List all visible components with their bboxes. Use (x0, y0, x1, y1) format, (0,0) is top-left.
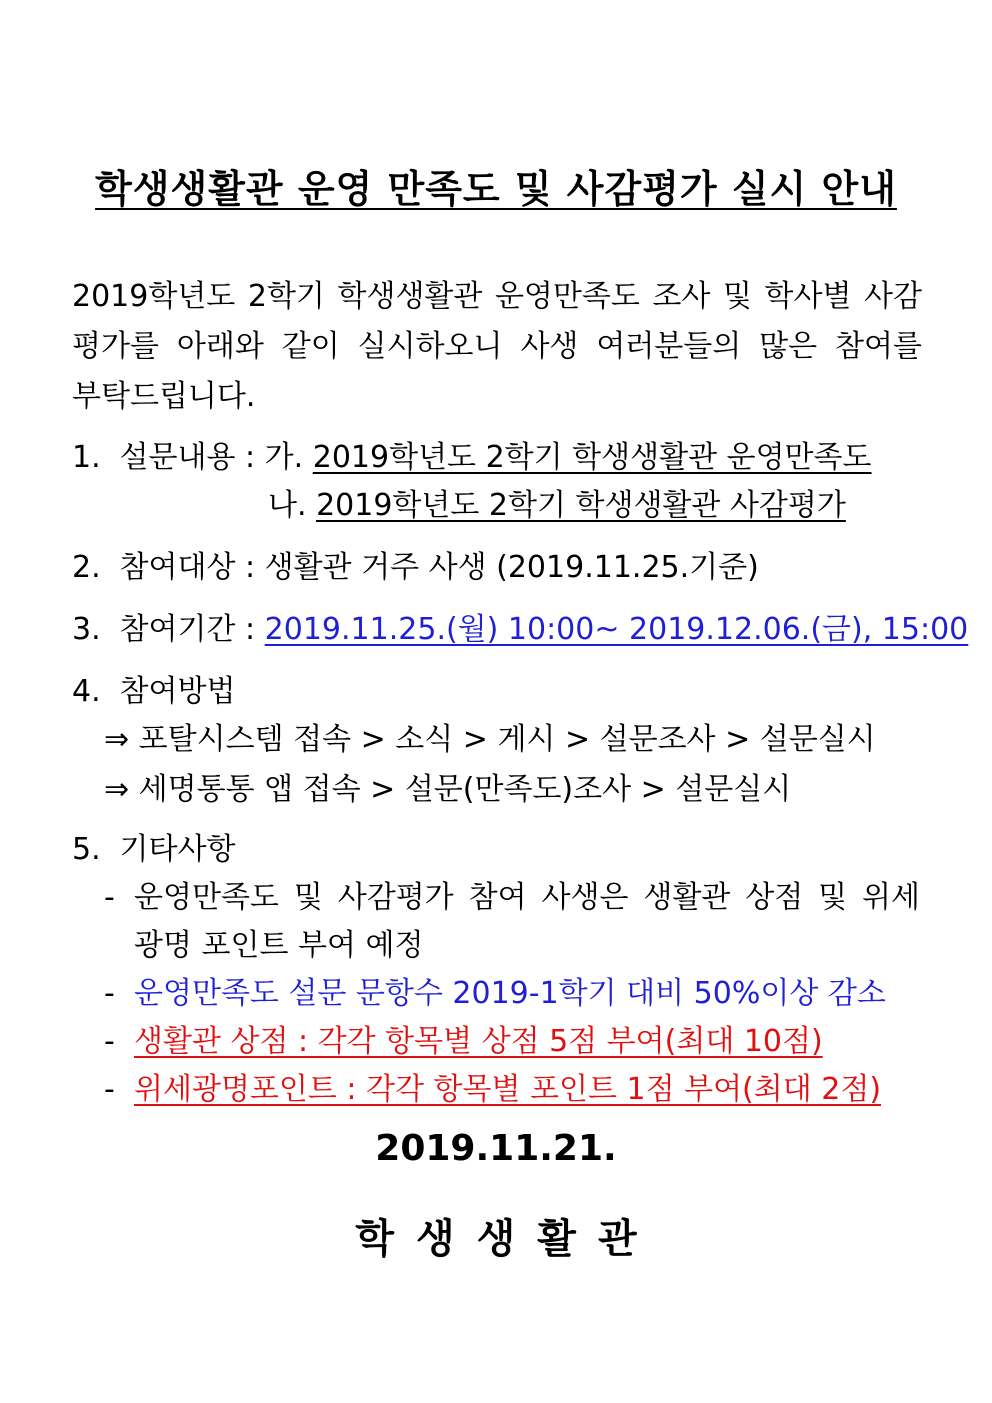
survey-number: 1. (72, 440, 101, 475)
intro-line-2: 평가를 아래와 같이 실시하오니 사생 여러분들의 많은 참여를 (72, 329, 922, 364)
method-label: 참여방법 (119, 674, 236, 709)
etc-number: 5. (72, 832, 101, 867)
intro-line-3: 부탁드립니다. (72, 379, 256, 414)
method-route-portal: ⇒ 포탈시스템 접속 > 소식 > 게시 > 설문조사 > 설문실시 (104, 722, 876, 757)
etc-note-4-dash: - (104, 1072, 115, 1107)
etc-item (72, 830, 235, 870)
notice-title (0, 158, 992, 213)
etc-label: 기타사항 (119, 832, 236, 867)
target-text: 생활관 거주 사생 (2019.11.25.기준) (264, 550, 759, 585)
period-label: 참여기간 : (119, 612, 256, 647)
method-item (72, 672, 235, 712)
intro-line-1: 2019학년도 2학기 학생생활관 운영만족도 조사 및 학사별 사감 (72, 279, 922, 314)
target-number: 2. (72, 550, 101, 585)
method-route-app: ⇒ 세명통통 앱 접속 > 설문(만족도)조사 > 설문실시 (104, 772, 792, 807)
etc-note-1-line-1: 운영만족도 및 사감평가 참여 사생은 생활관 상점 및 위세 (134, 880, 920, 915)
notice-date: 2019.11.21. (375, 1128, 617, 1169)
issuer-name: 학생생활관 (355, 1216, 659, 1262)
etc-note-3-text: 생활관 상점 : 각각 항목별 상점 5점 부여(최대 10점) (134, 1024, 823, 1059)
period-item (72, 610, 968, 650)
period-number: 3. (72, 612, 101, 647)
etc-note-2 (104, 974, 886, 1014)
period-text: 2019.11.25.(월) 10:00~ 2019.12.06.(금), 15:00 (264, 612, 969, 647)
etc-note-3-dash: - (104, 1024, 115, 1059)
survey-item-b (268, 486, 846, 526)
survey-label: 설문내용 : (119, 440, 256, 475)
intro-paragraph (72, 272, 922, 422)
survey-b-text: 2019학년도 2학기 학생생활관 사감평가 (316, 488, 846, 523)
etc-note-2-text: 운영만족도 설문 문항수 2019-1학기 대비 50%이상 감소 (134, 976, 886, 1011)
etc-note-3 (104, 1022, 823, 1062)
etc-note-2-dash: - (104, 976, 115, 1011)
survey-item (72, 438, 872, 478)
survey-a-prefix: 가. (264, 440, 304, 475)
etc-note-1-dash: - (104, 880, 115, 915)
method-number: 4. (72, 674, 101, 709)
etc-note-1 (104, 878, 922, 918)
target-item (72, 548, 759, 588)
survey-a-text: 2019학년도 2학기 학생생활관 운영만족도 (312, 440, 872, 475)
survey-b-prefix: 나. (268, 488, 307, 523)
etc-note-4 (104, 1070, 881, 1110)
target-label: 참여대상 : (119, 550, 256, 585)
etc-note-1-line-2: 광명 포인트 부여 예정 (134, 928, 424, 963)
etc-note-4-text: 위세광명포인트 : 각각 항목별 포인트 1점 부여(최대 2점) (134, 1072, 882, 1107)
notice-title-text: 학생생활관 운영 만족도 및 사감평가 실시 안내 (95, 167, 897, 211)
